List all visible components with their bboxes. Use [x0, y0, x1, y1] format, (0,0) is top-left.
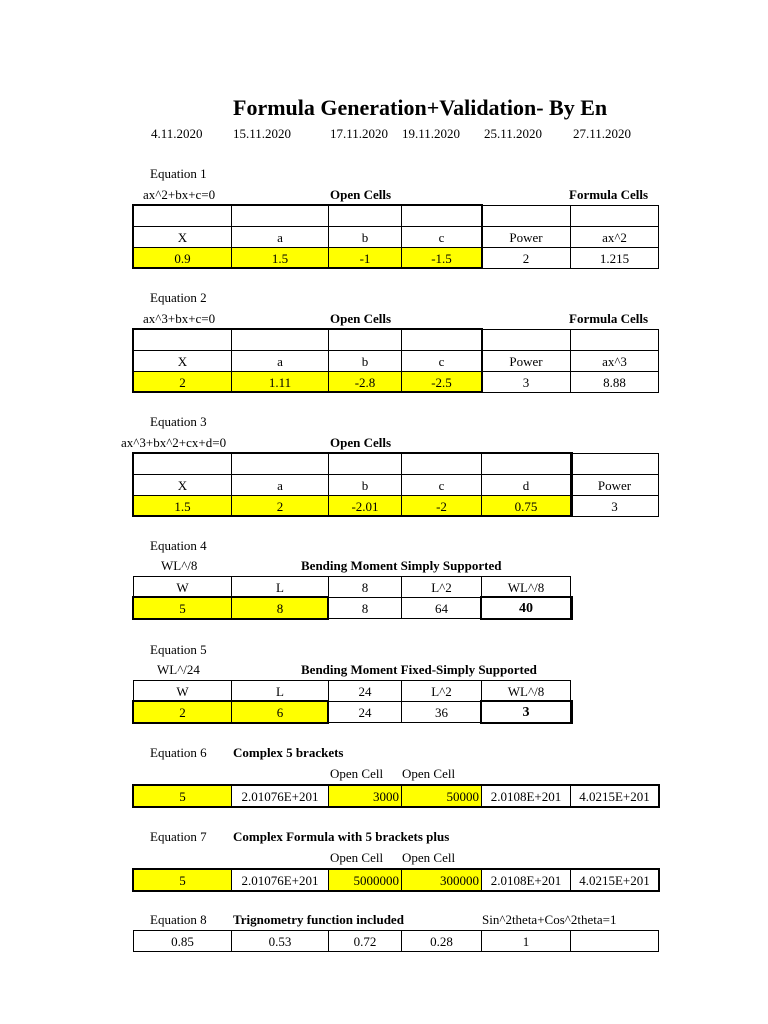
- formula-cell-power[interactable]: 2: [482, 248, 571, 269]
- formula-cell-divisor[interactable]: 8: [329, 598, 402, 619]
- formula-cell-l-squared[interactable]: 64: [402, 598, 482, 619]
- date-3: 17.11.2020: [330, 126, 389, 141]
- header-cell-x[interactable]: X: [134, 227, 232, 248]
- header-cell-b[interactable]: b: [329, 475, 402, 496]
- input-cell-c[interactable]: -2: [402, 496, 482, 517]
- input-cell-a[interactable]: 1.11: [232, 372, 329, 393]
- input-cell-b[interactable]: -1: [329, 248, 402, 269]
- formula-cell-1[interactable]: 2.01076E+201: [232, 870, 329, 891]
- input-cell-b[interactable]: -2.01: [329, 496, 402, 517]
- formula-cell-3[interactable]: 4.0215E+201: [571, 786, 659, 807]
- formula-cell-3[interactable]: 4.0215E+201: [571, 870, 659, 891]
- input-cell-a[interactable]: 1.5: [232, 248, 329, 269]
- table-cell[interactable]: [571, 454, 659, 475]
- table-cell[interactable]: [571, 330, 659, 351]
- eq3-label: Equation 3: [150, 414, 207, 429]
- formula-cell-power[interactable]: 3: [571, 496, 659, 517]
- eq4-formula: WL^/8: [161, 558, 198, 573]
- formula-cell-divisor[interactable]: 24: [329, 702, 402, 723]
- header-cell-divisor[interactable]: 8: [329, 577, 402, 598]
- eq6-open-cell-label-1: Open Cell: [330, 766, 384, 781]
- header-cell-power[interactable]: Power: [571, 475, 659, 496]
- formula-cell-result[interactable]: 40: [482, 598, 571, 619]
- formula-cell-sin-squared[interactable]: 0.72: [329, 931, 402, 952]
- input-cell-x[interactable]: 1.5: [134, 496, 232, 517]
- eq2-open-cells-heading: Open Cells: [330, 311, 392, 326]
- eq7-open-cell-label-2: Open Cell: [402, 850, 456, 865]
- input-cell-a[interactable]: 2: [232, 496, 329, 517]
- date-2: 15.11.2020: [233, 126, 292, 141]
- eq4-input-border: [133, 597, 328, 619]
- input-cell-1[interactable]: 5: [134, 870, 232, 891]
- table-header-row: [134, 681, 571, 702]
- formula-cell-result[interactable]: 1.215: [571, 248, 659, 269]
- eq2-formula-cells-heading: Formula Cells: [569, 311, 649, 326]
- input-cell-b[interactable]: -2.8: [329, 372, 402, 393]
- date-4: 19.11.2020: [402, 126, 461, 141]
- eq4-heading: Bending Moment Simply Supported: [301, 558, 502, 573]
- eq2-formula: ax^3+bx+c=0: [143, 311, 216, 326]
- formula-cell-2[interactable]: 2.0108E+201: [482, 870, 571, 891]
- eq6-open-cell-label-2: Open Cell: [402, 766, 456, 781]
- input-cell-c[interactable]: -1.5: [402, 248, 482, 269]
- eq8-identity: Sin^2theta+Cos^2theta=1: [482, 912, 617, 927]
- header-cell-w[interactable]: W: [134, 577, 232, 598]
- table-cell[interactable]: [571, 206, 659, 227]
- eq6-label: Equation 6: [150, 745, 207, 760]
- formula-cell-1[interactable]: 2.01076E+201: [232, 786, 329, 807]
- table-header-row: [134, 577, 571, 598]
- table-cell[interactable]: [571, 931, 659, 952]
- eq6-heading: Complex 5 brackets: [233, 745, 344, 760]
- input-cell-w[interactable]: 2: [134, 702, 232, 723]
- date-6: 27.11.2020: [573, 126, 632, 141]
- eq4-result-border: [481, 597, 572, 619]
- formula-cell-l-squared[interactable]: 36: [402, 702, 482, 723]
- header-cell-d[interactable]: d: [482, 475, 571, 496]
- header-cell-power[interactable]: Power: [482, 351, 571, 372]
- eq5-input-border: [133, 701, 328, 723]
- eq7-heading: Complex Formula with 5 brackets plus: [233, 829, 450, 844]
- header-cell-a[interactable]: a: [232, 475, 329, 496]
- table-row: [134, 931, 659, 952]
- eq7-row-border: [133, 869, 659, 891]
- input-cell-2[interactable]: 5000000: [329, 870, 402, 891]
- header-cell-l[interactable]: L: [232, 577, 329, 598]
- header-cell-c[interactable]: c: [402, 475, 482, 496]
- header-cell-l[interactable]: L: [232, 681, 329, 702]
- header-cell-x[interactable]: X: [134, 475, 232, 496]
- page-title: Formula Generation+Validation- By En: [233, 95, 608, 120]
- header-cell-a[interactable]: a: [232, 227, 329, 248]
- eq5-formula: WL^/24: [157, 662, 200, 677]
- input-cell-x[interactable]: 0.9: [134, 248, 232, 269]
- input-cell-d[interactable]: 0.75: [482, 496, 571, 517]
- eq6-row-border: [133, 785, 659, 807]
- eq7-label: Equation 7: [150, 829, 207, 844]
- input-cell-1[interactable]: 5: [134, 786, 232, 807]
- header-cell-x[interactable]: X: [134, 351, 232, 372]
- header-cell-l-squared[interactable]: L^2: [402, 577, 482, 598]
- input-cell-l[interactable]: 8: [232, 598, 329, 619]
- header-cell-w[interactable]: W: [134, 681, 232, 702]
- formula-cell-result[interactable]: 3: [482, 702, 571, 723]
- header-cell-b[interactable]: b: [329, 227, 402, 248]
- formula-cell-2[interactable]: 2.0108E+201: [482, 786, 571, 807]
- input-cell-c[interactable]: -2.5: [402, 372, 482, 393]
- header-cell-a[interactable]: a: [232, 351, 329, 372]
- formula-cell-sum[interactable]: 1: [482, 931, 571, 952]
- eq3-open-cells-heading: Open Cells: [330, 435, 392, 450]
- formula-cell-power[interactable]: 3: [482, 372, 571, 393]
- header-cell-power[interactable]: Power: [482, 227, 571, 248]
- eq7-open-cell-label-1: Open Cell: [330, 850, 384, 865]
- formula-cell-cos[interactable]: 0.53: [232, 931, 329, 952]
- header-cell-b[interactable]: b: [329, 351, 402, 372]
- eq1-label: Equation 1: [150, 166, 207, 181]
- date-5: 25.11.2020: [484, 126, 543, 141]
- formula-cell-sin[interactable]: 0.85: [134, 931, 232, 952]
- input-cell-l[interactable]: 6: [232, 702, 329, 723]
- header-cell-divisor[interactable]: 24: [329, 681, 402, 702]
- eq1-open-cells-border: [133, 205, 482, 268]
- eq5-result-border: [481, 701, 572, 723]
- header-cell-l-squared[interactable]: L^2: [402, 681, 482, 702]
- header-cell-result[interactable]: ax^3: [571, 351, 659, 372]
- header-cell-result[interactable]: WL^/8: [482, 681, 571, 702]
- input-cell-3[interactable]: 50000: [402, 786, 482, 807]
- eq2-label: Equation 2: [150, 290, 207, 305]
- formula-cell-result[interactable]: 8.88: [571, 372, 659, 393]
- table-cell[interactable]: [482, 206, 571, 227]
- eq3-open-cells-border: [133, 453, 572, 516]
- header-cell-result[interactable]: ax^2: [571, 227, 659, 248]
- eq1-formula: ax^2+bx+c=0: [143, 187, 216, 202]
- formula-cell-cos-squared[interactable]: 0.28: [402, 931, 482, 952]
- eq8-label: Equation 8: [150, 912, 207, 927]
- input-cell-3[interactable]: 300000: [402, 870, 482, 891]
- header-cell-result[interactable]: WL^/8: [482, 577, 571, 598]
- header-cell-c[interactable]: c: [402, 227, 482, 248]
- eq4-label: Equation 4: [150, 538, 207, 553]
- header-cell-c[interactable]: c: [402, 351, 482, 372]
- input-cell-2[interactable]: 3000: [329, 786, 402, 807]
- table-cell[interactable]: [482, 330, 571, 351]
- eq8-heading: Trignometry function included: [233, 912, 404, 927]
- eq5-label: Equation 5: [150, 642, 207, 657]
- input-cell-w[interactable]: 5: [134, 598, 232, 619]
- date-1: 4.11.2020: [151, 126, 203, 141]
- eq1-open-cells-heading: Open Cells: [330, 187, 392, 202]
- eq2-open-cells-border: [133, 329, 482, 392]
- input-cell-x[interactable]: 2: [134, 372, 232, 393]
- eq5-heading: Bending Moment Fixed-Simply Supported: [301, 662, 537, 677]
- eq8-table: [133, 930, 659, 952]
- eq1-formula-cells-heading: Formula Cells: [569, 187, 649, 202]
- eq3-formula: ax^3+bx^2+cx+d=0: [121, 435, 227, 450]
